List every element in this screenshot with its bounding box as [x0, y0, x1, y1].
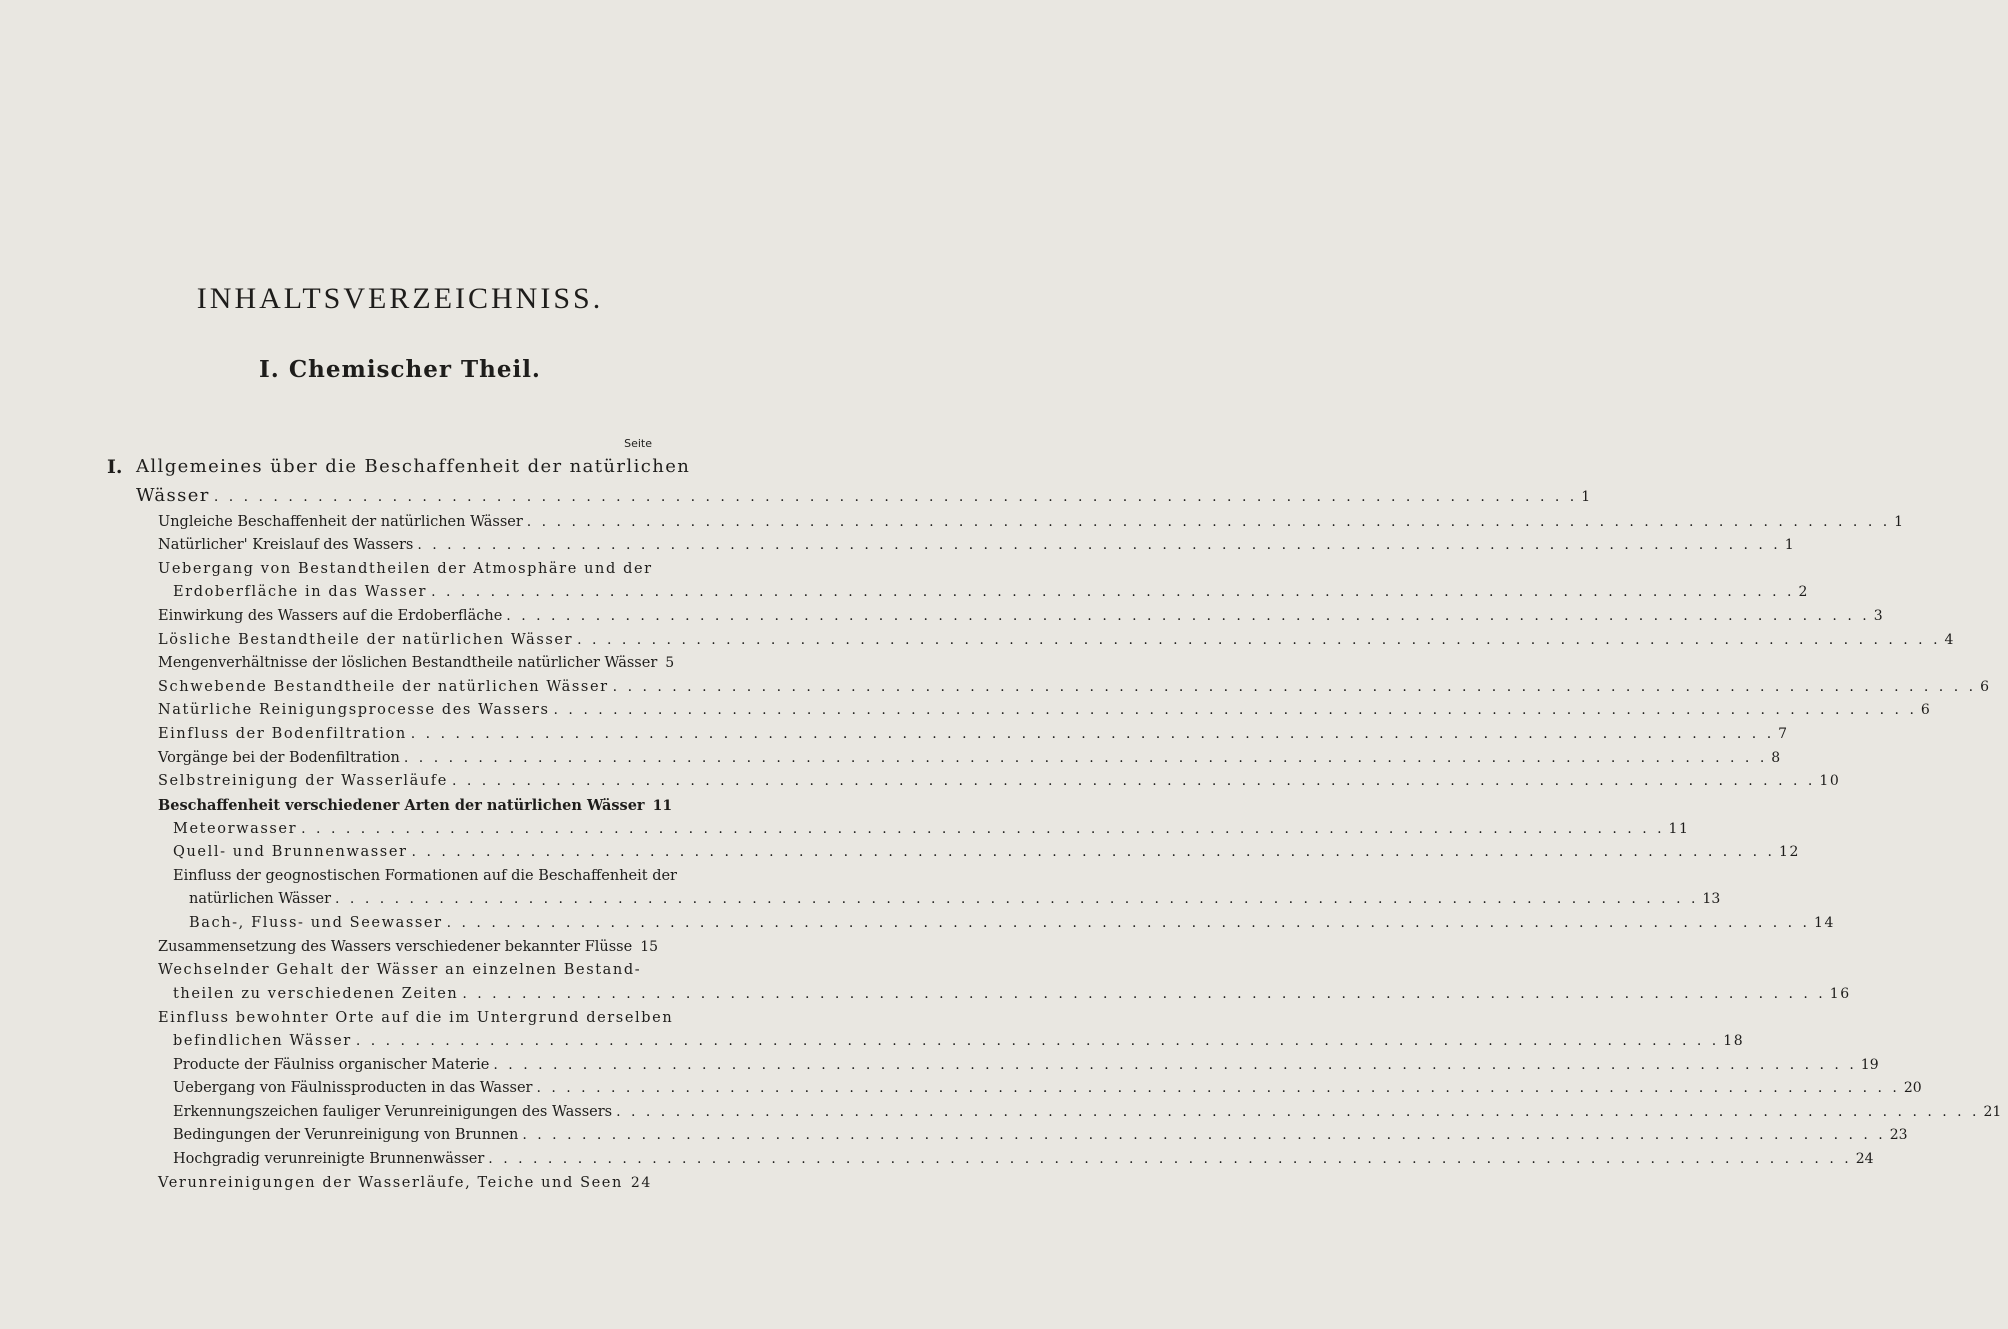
toc-entry-text: Einwirkung des Wassers auf die Erdoberfläche: [158, 608, 503, 624]
toc-entry: [158, 939, 659, 955]
toc-entry: [158, 632, 1956, 648]
toc-entry: [173, 844, 1800, 860]
toc-entry: [189, 915, 1836, 931]
toc-entry-text: Natürlicher' Kreislauf des Wassers: [158, 537, 414, 553]
toc-entry-text-line1: Einfluss bewohnter Orte auf die im Untergrund derselben: [158, 1010, 674, 1026]
toc-entry-text: Quell- und Brunnenwasser: [173, 844, 408, 860]
toc-entry: [173, 1127, 1908, 1143]
toc-entry-text: Erdoberfläche in das Wasser: [173, 584, 428, 600]
toc-page-number: 12: [1778, 844, 1800, 860]
toc-page-number: 1: [1784, 537, 1794, 553]
toc-entry-text: befindlichen Wässer: [173, 1033, 352, 1049]
toc-entry-text: Natürliche Reinigungsprocesse des Wassers: [158, 702, 550, 718]
toc-page-number: 2: [1798, 584, 1809, 600]
toc-entry: [158, 655, 675, 671]
toc-entry: [158, 514, 1904, 530]
toc-page-number: 18: [1723, 1033, 1745, 1049]
section-number: I.: [107, 456, 123, 478]
leader-dots: [301, 821, 1664, 837]
leader-dots: [527, 514, 1890, 530]
toc-entry-text: Schwebende Bestandtheile der natürlichen Wässer: [158, 679, 609, 695]
toc-entry-text-line1: Wechselnder Gehalt der Wässer an einzelnen Bestand-: [158, 962, 642, 978]
toc-entry-text: Beschaffenheit verschiedener Arten der natürlichen Wässer: [158, 797, 645, 814]
toc-page-number: 3: [1873, 608, 1883, 624]
toc-entry-section: [136, 485, 1592, 506]
leader-dots: [412, 844, 1775, 860]
toc-entry: [189, 891, 1721, 907]
toc-entry-text: Selbstreinigung der Wasserläufe: [158, 773, 448, 789]
leader-dots: [417, 537, 1780, 553]
leader-dots: [462, 986, 1825, 1002]
toc-entry-text: Ungleiche Beschaffenheit der natürlichen Wässer: [158, 514, 523, 530]
toc-entry-text: Verunreinigungen der Wasserläufe, Teiche und Seen: [158, 1175, 623, 1191]
leader-dots: [452, 773, 1815, 789]
leader-dots: [404, 750, 1767, 766]
leader-dots: [447, 915, 1810, 931]
toc-entry: [173, 986, 1851, 1002]
toc-entry-text: Bedingungen der Verunreinigung von Brunnen: [173, 1127, 519, 1143]
toc-page-number: 24: [1855, 1151, 1874, 1167]
toc-entry: [173, 1080, 1922, 1096]
toc-entry-text: natürlichen Wässer: [189, 891, 332, 907]
toc-page-number: 23: [1889, 1127, 1908, 1143]
toc-entry-bold: [158, 797, 673, 814]
toc-page-number: 20: [1903, 1080, 1922, 1096]
leader-dots: [214, 489, 1577, 505]
toc-entry: [173, 1033, 1745, 1049]
toc-page-number: 16: [1829, 986, 1851, 1002]
toc-page-number: 19: [1860, 1057, 1879, 1073]
page-title: INHALTSVERZEICHNISS.: [196, 282, 604, 315]
toc-entry-text: Uebergang von Fäulnissproducten in das Wasser: [173, 1080, 533, 1096]
toc-entry-text: Wässer: [136, 485, 210, 506]
toc-page-number: 4: [1944, 632, 1956, 648]
leader-dots: [493, 1057, 1856, 1073]
leader-dots: [554, 702, 1917, 718]
toc-page-number: 21: [1983, 1104, 2002, 1120]
toc-page-number: 14: [1814, 915, 1836, 931]
toc-page-number: 24: [630, 1175, 652, 1191]
leader-dots: [488, 1151, 1851, 1167]
leader-dots: [522, 1127, 1885, 1143]
toc-page-number: 7: [1778, 726, 1789, 742]
toc-page-number: 6: [1920, 702, 1932, 718]
toc-entry: [158, 726, 1789, 742]
leader-dots: [506, 608, 1869, 624]
toc-entry-text: Hochgradig verunreinigte Brunnenwässer: [173, 1151, 485, 1167]
toc-entry: [158, 773, 1841, 789]
toc-entry: [173, 1057, 1879, 1073]
toc-page-number: 1: [1581, 489, 1592, 505]
toc-page-number: 11: [652, 798, 673, 814]
toc-page-number: 1: [1894, 514, 1904, 530]
toc-entry-text: Bach-, Fluss- und Seewasser: [189, 915, 443, 931]
leader-dots: [577, 632, 1940, 648]
leader-dots: [356, 1033, 1719, 1049]
toc-entry-text: Lösliche Bestandtheile der natürlichen Wässer: [158, 632, 574, 648]
toc-entry-text: Zusammensetzung des Wassers verschiedener bekannter Flüsse: [158, 939, 633, 955]
toc-entry-text-line1: Einfluss der geognostischen Formationen auf die Beschaffenheit der: [173, 868, 677, 884]
page-column-label: Seite: [624, 437, 652, 450]
toc-page-number: 11: [1668, 821, 1690, 837]
toc-entry-text: Mengenverhältnisse der löslichen Bestandtheile natürlicher Wässer: [158, 655, 658, 671]
toc-page-number: 13: [1702, 891, 1721, 907]
leader-dots: [335, 891, 1698, 907]
toc-entry: [173, 584, 1809, 600]
toc-entry: [173, 821, 1690, 837]
leader-dots: [536, 1080, 1899, 1096]
leader-dots: [411, 726, 1774, 742]
leader-dots: [431, 584, 1794, 600]
toc-entry: [158, 679, 1991, 695]
toc-entry-text-line1: Uebergang von Bestandtheilen der Atmosphäre und der: [158, 561, 653, 577]
section-title-line1: Allgemeines über die Beschaffenheit der natürlichen: [136, 456, 691, 477]
toc-page-number: 8: [1771, 750, 1781, 766]
toc-entry-text: Einfluss der Bodenfiltration: [158, 726, 407, 742]
toc-page-number: 10: [1819, 773, 1841, 789]
part-title: I. Chemischer Theil.: [259, 356, 541, 383]
toc-entry-text: Producte der Fäulniss organischer Materie: [173, 1057, 490, 1073]
toc-entry: [158, 1175, 654, 1191]
toc-entry-text: theilen zu verschiedenen Zeiten: [173, 986, 459, 1002]
toc-entry: [158, 608, 1883, 624]
toc-entry-text: Vorgänge bei der Bodenfiltration: [158, 750, 400, 766]
toc-entry: [173, 1104, 2002, 1120]
toc-entry-text: Erkennungszeichen fauliger Verunreinigungen des Wassers: [173, 1104, 613, 1120]
leader-dots: [613, 679, 1976, 695]
toc-entry-text: Meteorwasser: [173, 821, 298, 837]
toc-page-number: 6: [1980, 679, 1991, 695]
toc-entry: [173, 1151, 1874, 1167]
toc-entry: [158, 702, 1932, 718]
toc-page-number: 15: [640, 939, 659, 955]
toc-entry: [158, 537, 1794, 553]
toc-page-number: 5: [665, 655, 675, 671]
leader-dots: [616, 1104, 1979, 1120]
toc-entry: [158, 750, 1781, 766]
